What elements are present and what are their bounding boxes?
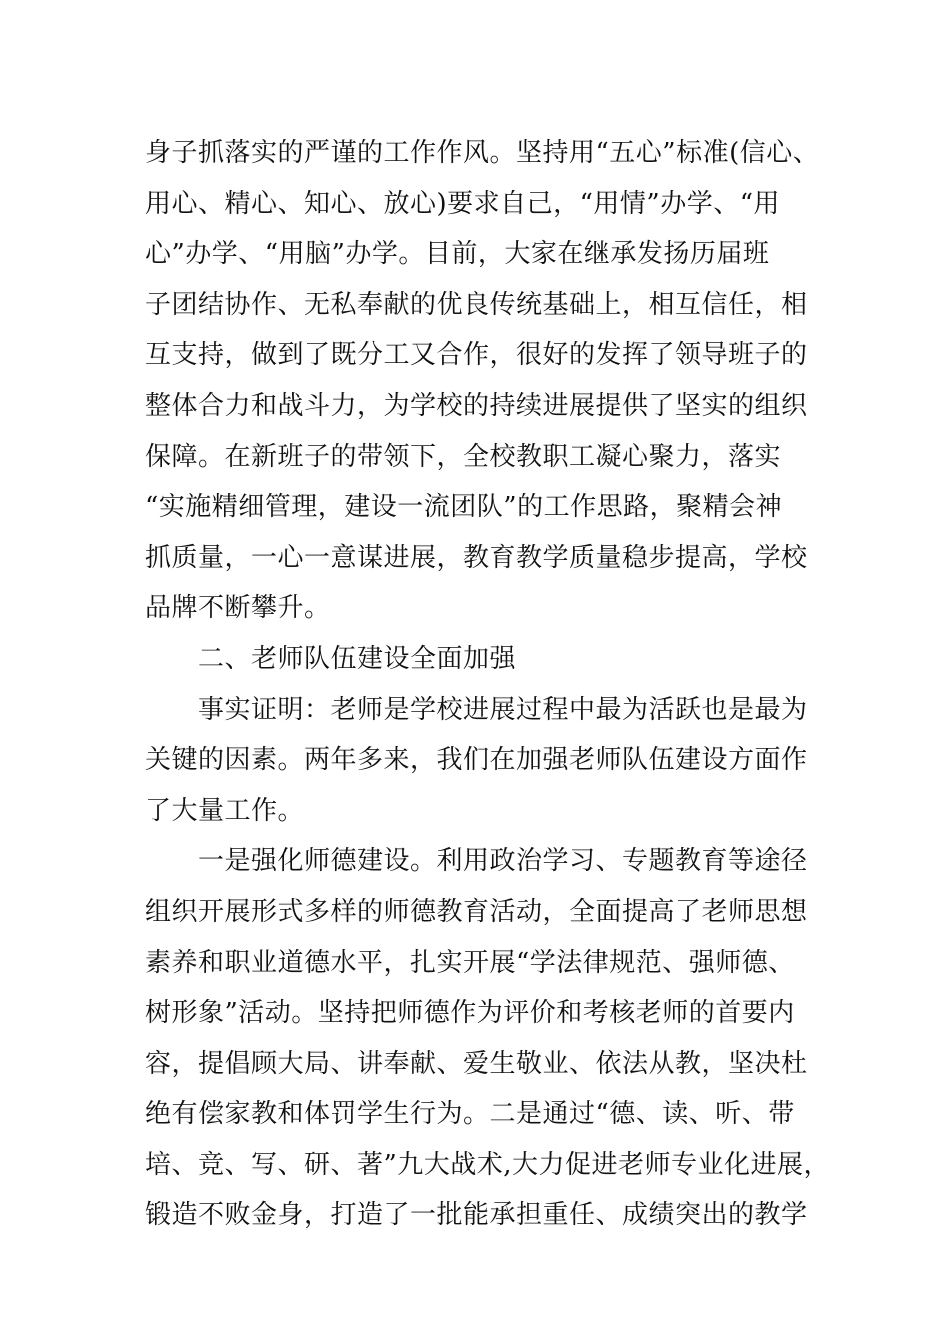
text-line: 容，提倡顾大局、讲奉献、爱生敬业、依法从教，坚决杜 xyxy=(145,1048,808,1079)
text-line: 锻造不败金身，打造了一批能承担重任、成绩突出的教学 xyxy=(145,1200,808,1231)
text-line: 培、竞、写、研、著”九大战术,大力促进老师专业化进展， xyxy=(145,1149,831,1180)
text-line: 素养和职业道德水平，扎实开展“学法律规范、强师德、 xyxy=(145,947,795,978)
text-line: 保障。在新班子的带领下，全校教职工凝心聚力，落实 xyxy=(145,441,782,472)
text-line: “实施精细管理，建设一流团队”的工作思路，聚精会神 xyxy=(145,492,783,523)
text-line: 整体合力和战斗力，为学校的持续进展提供了坚实的组织 xyxy=(145,390,808,421)
document-body xyxy=(145,128,835,1241)
section-heading: 二、老师队伍建设全面加强 xyxy=(198,643,517,674)
text-line: 互支持，做到了既分工又合作，很好的发挥了领导班子的 xyxy=(145,340,808,371)
text-line: 组织开展形式多样的师德教育活动，全面提高了老师思想 xyxy=(145,896,808,927)
text-line: 子团结协作、无私奉献的优良传统基础上，相互信任，相 xyxy=(145,289,808,320)
text-line: 树形象”活动。坚持把师德作为评价和考核老师的首要内 xyxy=(145,998,795,1029)
text-line: 绝有偿家教和体罚学生行为。二是通过“德、读、听、带 xyxy=(145,1099,795,1130)
text-line: 身子抓落实的严谨的工作作风。坚持用“五心”标准(信心、 xyxy=(145,138,820,168)
text-line: 抓质量，一心一意谋进展，教育教学质量稳步提高，学校 xyxy=(145,542,808,573)
text-line: 关键的因素。两年多来，我们在加强老师队伍建设方面作 xyxy=(145,745,808,776)
text-line: 了大量工作。 xyxy=(145,795,305,826)
text-line: 用心、精心、知心、放心)要求自己，“用情”办学、“用 xyxy=(145,188,781,219)
text-line: 一是强化师德建设。利用政治学习、专题教育等途径 xyxy=(198,846,808,877)
text-line: 心”办学、“用脑”办学。目前，大家在继承发扬历届班 xyxy=(145,239,770,270)
text-line: 品牌不断攀升。 xyxy=(145,593,331,624)
text-line: 事实证明：老师是学校进展过程中最为活跃也是最为 xyxy=(198,694,808,725)
